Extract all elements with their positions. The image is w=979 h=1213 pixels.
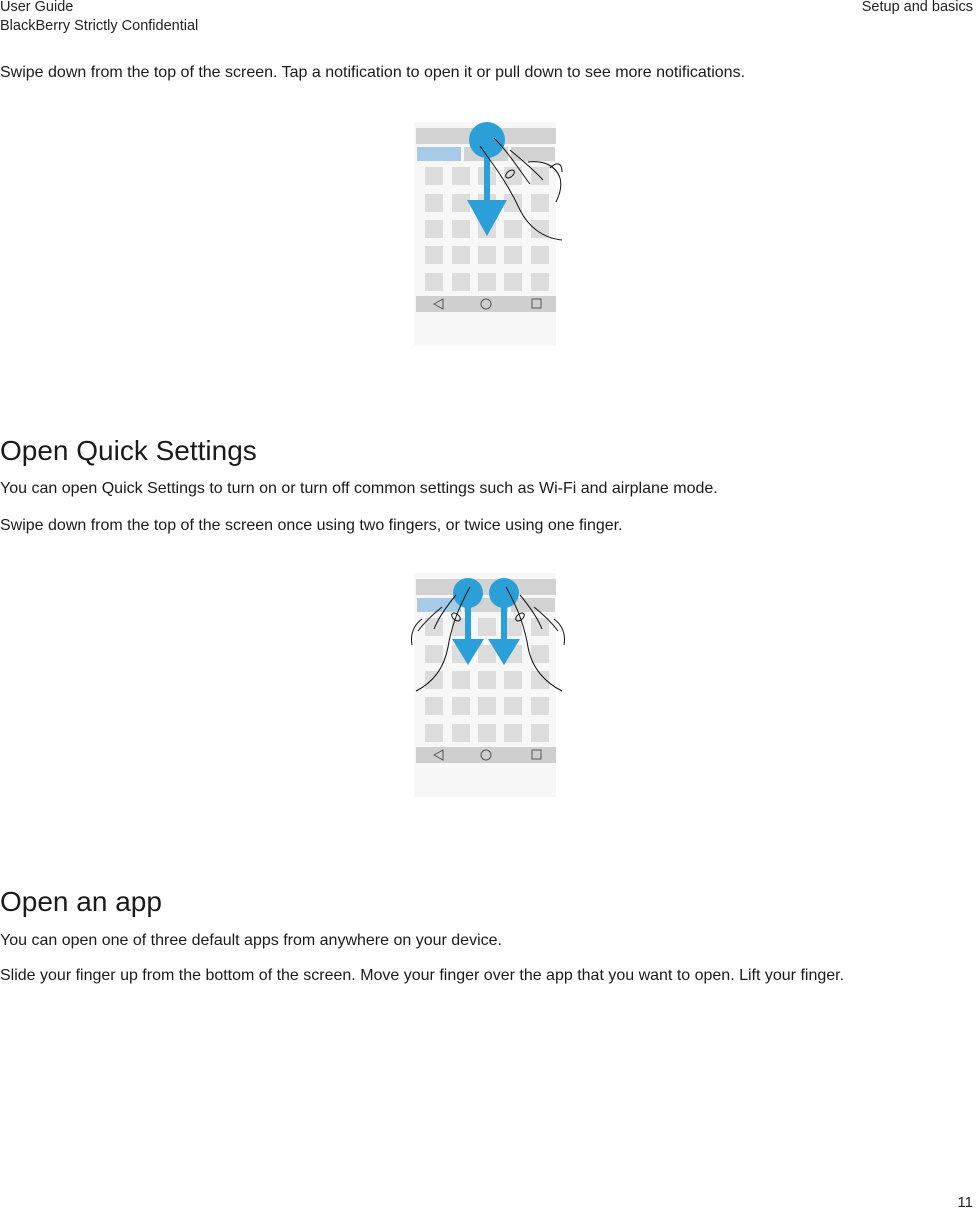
page-header-left [0,0,198,36]
status-bar [416,579,556,595]
quick-settings-heading: Open Quick Settings [0,435,257,466]
open-app-description: You can open one of three default apps from anywhere on your device. [0,932,502,949]
nav-bar [416,296,556,312]
chapter-title: Setup and basics [861,0,973,15]
doc-title: User Guide [0,0,74,15]
open-app-heading: Open an app [0,886,162,917]
two-finger-swipe-illustration [408,573,570,801]
quick-settings-instruction: Swipe down from the top of the screen once using two fingers, or twice using one finger. [0,517,623,534]
notification-instruction: Swipe down from the top of the screen. Tap a notification to open it or pull down to see more notifications. [0,64,746,81]
open-app-instruction: Slide your finger up from the bottom of the screen. Move your finger over the app that you want to open. Lift your finger. [0,967,845,984]
one-finger-swipe-illustration [410,122,570,350]
notification-tab [511,147,555,161]
nav-bar [416,747,556,763]
confidentiality-label: BlackBerry Strictly Confidential [0,18,199,34]
notification-tab-active [417,147,461,161]
quick-settings-description: You can open Quick Settings to turn on or turn off common settings such as Wi-Fi and airplane mode. [0,480,718,497]
page-number: 11 [957,1194,973,1211]
